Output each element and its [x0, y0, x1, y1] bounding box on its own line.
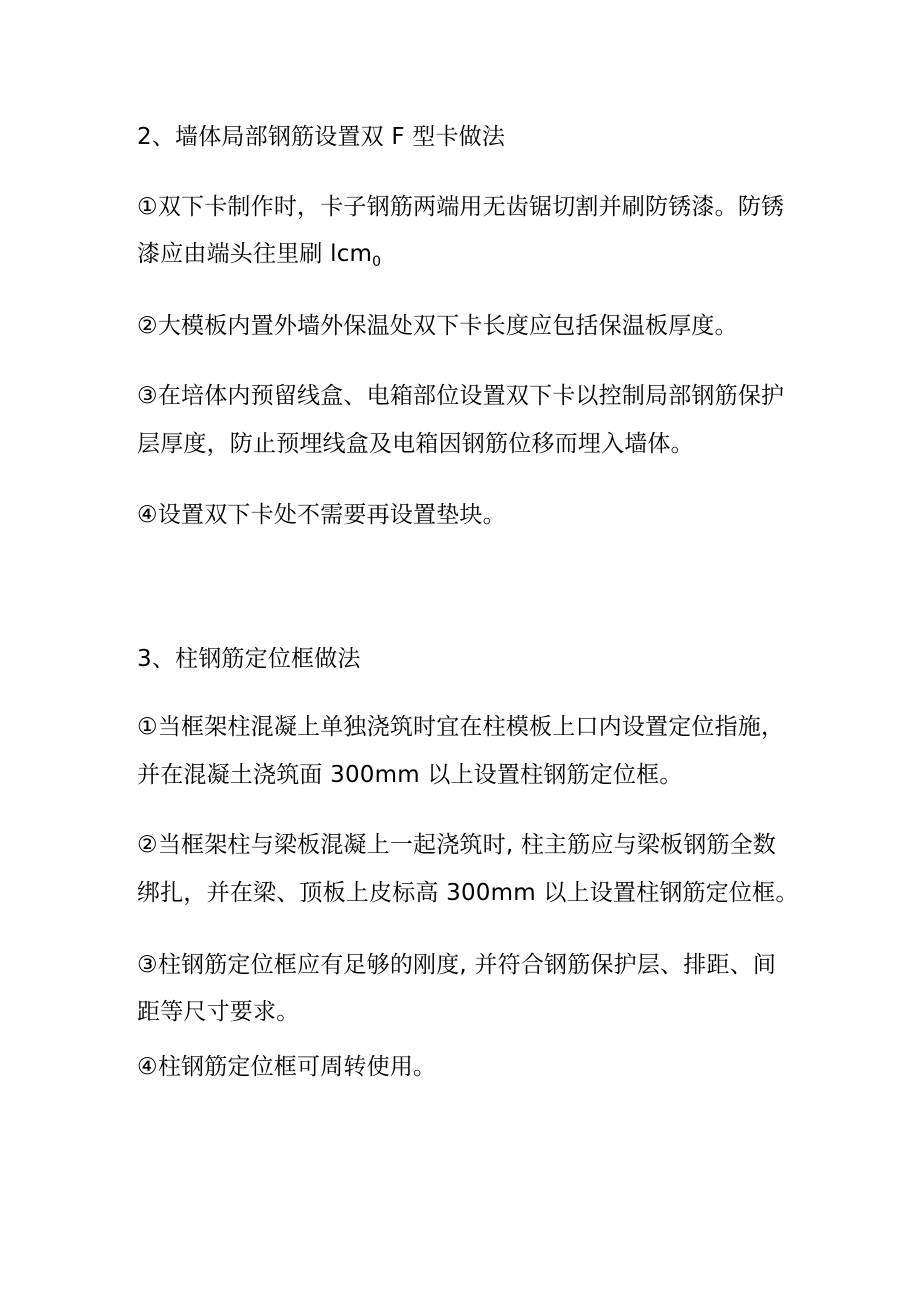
- section-2-item-3-line-2: 层厚度，防止预埋线盒及电箱因钢筋位移而埋入墙体。: [137, 431, 694, 457]
- section-2-item-1-line-1: ①双下卡制作时，卡子钢筋两端用无齿锯切割并刷防锈漆。防锈: [137, 194, 785, 220]
- section-2-heading: 2、墙体局部钢筋设置双 F 型卡做法: [137, 124, 506, 150]
- section-3-item-1-line-2: 并在混凝土浇筑面 300mm 以上设置柱钢筋定位框。: [137, 762, 683, 788]
- section-2-item-3-line-1: ③在培体内预留线盒、电箱部位设置双下卡以控制局部钢筋保护: [137, 383, 785, 409]
- section-3-item-1-line-1: ①当框架柱混凝上单独浇筑时宜在柱模板上口内设置定位指施，: [137, 714, 785, 740]
- section-3-item-2-line-1: ②当框架柱与梁板混凝上一起浇筑时, 柱主筋应与梁板钢筋全数: [137, 832, 777, 858]
- section-2-item-1-line-2: [137, 240, 381, 276]
- section-3-item-3-line-1: ③柱钢筋定位框应有足够的刚度, 并符合钢筋保护层、排距、间: [137, 952, 777, 978]
- section-2-item-1-subscript: 0: [372, 254, 382, 270]
- section-2-item-1-line-2-text: 漆应由端头往里刷 lcm: [137, 241, 373, 267]
- section-3-heading: 3、柱钢筋定位框做法: [137, 646, 361, 672]
- section-2-item-2-line-1: ②大模板内置外墙外保温处双下卡长度应包括保温板厚度。: [137, 313, 738, 339]
- section-3-item-2-line-2: 绑扎，并在梁、顶板上皮标高 300mm 以上设置柱钢筋定位框。: [137, 880, 799, 906]
- section-2-item-4-line-1: ④设置双下卡处不需要再设置垫块。: [137, 502, 506, 528]
- section-3-item-3-line-2: 距等尺寸要求。: [137, 999, 300, 1025]
- section-3-item-4-line-1: ④柱钢筋定位框可周转使用。: [137, 1054, 437, 1080]
